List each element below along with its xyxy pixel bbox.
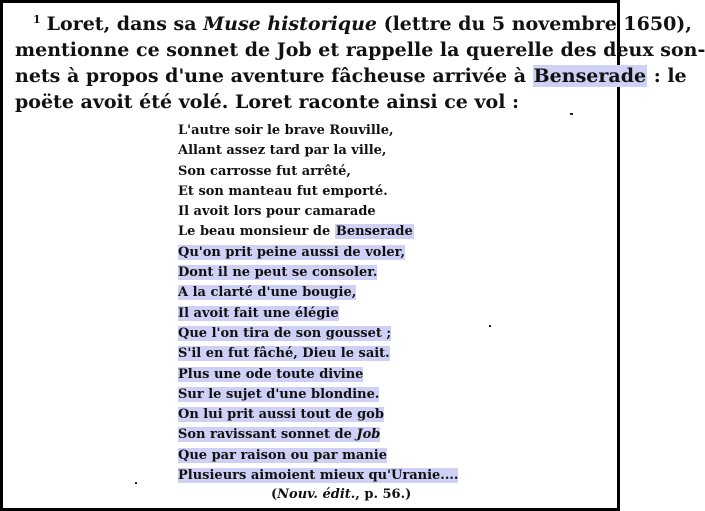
verse-highlighted	[178, 324, 458, 344]
footnote-text: nets à propos d'une aventure fâcheuse arrivée à	[15, 65, 533, 87]
work-title: Job	[356, 427, 381, 443]
verse-text: Plus une ode toute divine	[178, 366, 364, 382]
footnote-line-1	[15, 11, 692, 37]
verse-text: A la clarté d'une bougie,	[178, 285, 357, 301]
footnote-line-2: mentionne ce sonnet de Job et rappelle la querelle des deux son-	[15, 39, 705, 61]
footnote-paragraph	[15, 11, 705, 115]
work-title: Muse historique	[203, 13, 377, 35]
verse-highlighted	[178, 466, 458, 486]
highlighted-name: Benserade	[335, 224, 413, 240]
print-speck	[135, 482, 137, 484]
verse-text: Que l'on tira de son gousset ;	[178, 325, 392, 341]
footnote-line-3	[15, 63, 687, 89]
verse-text: Que par raison ou par manie	[178, 447, 388, 463]
verse-highlighted	[178, 283, 458, 303]
verse-highlighted	[178, 344, 458, 364]
verse-text: Qu'on prit peine aussi de voler,	[178, 244, 406, 260]
verse-text: On lui prit aussi tout de gob	[178, 407, 384, 423]
footnote-text: (lettre du 5 novembre 1650),	[376, 13, 692, 35]
highlighted-name: Benserade	[533, 65, 647, 87]
verse: Et son manteau fut emporté.	[178, 183, 388, 199]
verse-highlighted	[178, 405, 458, 425]
verse-highlighted	[178, 263, 458, 283]
verse-highlighted	[178, 243, 458, 263]
source-citation	[271, 487, 411, 502]
verse-text: Dont il ne peut se consoler.	[178, 265, 378, 281]
verse: L'autre soir le brave Rouville,	[178, 123, 394, 138]
verse: Son carrosse fut arrêté,	[178, 163, 351, 179]
verse-highlighted	[178, 446, 458, 466]
verse	[178, 222, 458, 242]
verse: Allant assez tard par la ville,	[178, 143, 387, 159]
footnote-text: : le	[647, 65, 687, 87]
print-speck	[570, 113, 573, 115]
verse-highlighted	[178, 304, 458, 324]
verse-highlighted	[178, 425, 458, 445]
verse-highlighted	[178, 365, 458, 385]
verse-highlighted	[178, 385, 458, 405]
citation-page: , p. 56.)	[355, 487, 412, 502]
verse-text-part: Son ravissant sonnet de	[178, 427, 357, 443]
verse-text: Sur le sujet d'une blondine.	[178, 386, 380, 402]
verse: Il avoit lors pour camarade	[178, 204, 376, 220]
footnote-number: 1	[33, 12, 41, 26]
verse-text	[178, 427, 380, 442]
verse-text: Le beau monsieur de	[178, 224, 335, 240]
print-speck	[489, 325, 491, 327]
verse-text: Plusieurs aimoient mieux qu'Uranie....	[178, 468, 459, 484]
poem	[178, 121, 458, 486]
verse-text: Il avoit fait une élégie	[178, 305, 339, 321]
footnote-text: Loret, dans sa	[46, 13, 204, 35]
verse-text: S'il en fut fâché, Dieu le sait.	[178, 346, 390, 362]
footnote-line-4: poëte avoit été volé. Loret raconte ainsi ce vol :	[15, 91, 520, 113]
citation-edition: Nouv. édit.	[277, 487, 356, 502]
citation-paren: (	[271, 487, 278, 502]
